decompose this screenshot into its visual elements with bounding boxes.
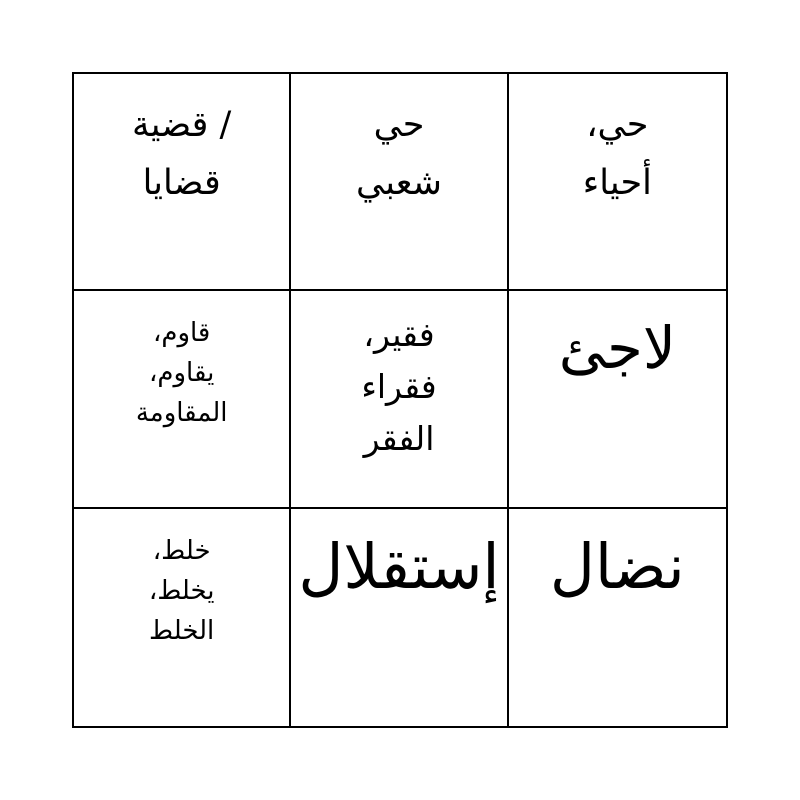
bingo-cell-text: فقير، فقراء الفقر	[361, 315, 437, 459]
bingo-cell-text: حي، أحياء	[582, 105, 652, 203]
bingo-cell-text: خلط، يخلط، الخلط	[148, 535, 215, 646]
bingo-cell-text: حي شعبي	[356, 105, 442, 203]
bingo-cell-r3-c1[interactable]	[74, 509, 291, 726]
bingo-cell-r3-c3[interactable]	[509, 509, 726, 726]
bingo-cell-r2-c2[interactable]	[291, 291, 508, 508]
bingo-cell-r2-c3[interactable]	[509, 291, 726, 508]
bingo-cell-r1-c3[interactable]	[509, 74, 726, 291]
bingo-cell-text: لاجئ	[558, 314, 676, 383]
bingo-cell-text: إستقلال	[298, 529, 500, 603]
bingo-cell-r1-c2[interactable]	[291, 74, 508, 291]
bingo-card-grid	[72, 72, 728, 728]
bingo-cell-r1-c1[interactable]	[74, 74, 291, 291]
bingo-cell-text: / قضية قضايا	[132, 105, 232, 203]
bingo-cell-text: نضال	[549, 529, 685, 603]
bingo-cell-text: قاوم، يقاوم، المقاومة	[135, 318, 228, 429]
bingo-cell-r2-c1[interactable]	[74, 291, 291, 508]
bingo-cell-r3-c2[interactable]	[291, 509, 508, 726]
